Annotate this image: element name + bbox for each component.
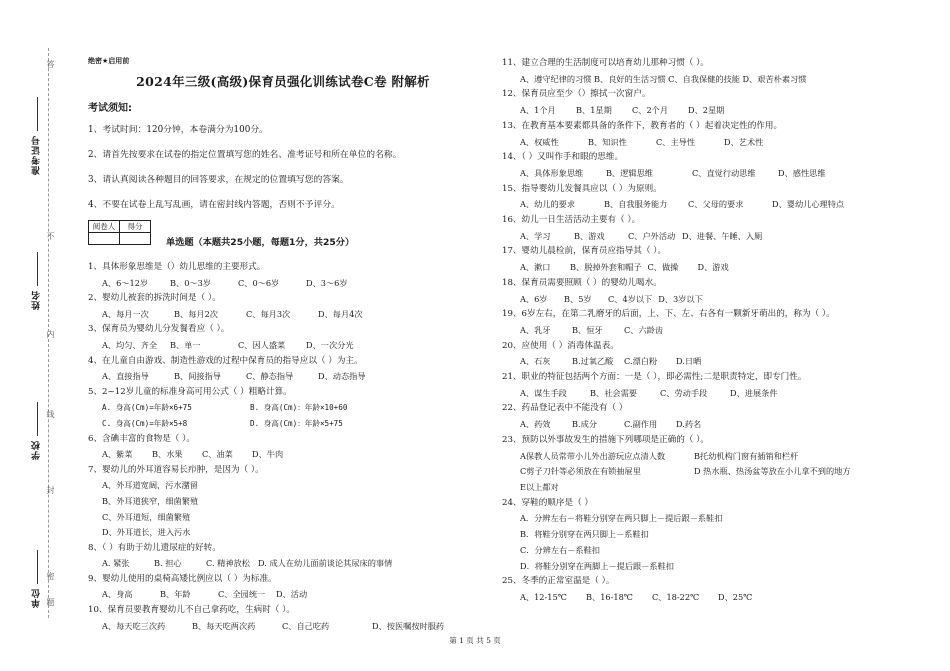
answer-option[interactable]: C、六龄齿 — [624, 324, 664, 335]
margin-field-line[interactable] — [37, 97, 38, 131]
answer-option[interactable]: C、静态指导 — [246, 371, 294, 382]
question-text: 16、幼儿一日生活活动主要有（ ）。 — [502, 215, 641, 226]
question-options — [502, 464, 922, 480]
answer-option[interactable]: A、遵守纪律的习惯 B、良好的生活习惯 C、自我保健的技能 D、艰苦朴素习惯 — [520, 73, 807, 84]
answer-option[interactable]: B、0～3岁 — [170, 277, 211, 288]
answer-option[interactable]: C、18-22℃ — [652, 591, 700, 602]
answer-option[interactable]: B托幼机构门窗有插销和栏杆 — [694, 450, 799, 461]
seal-mark: 线 — [46, 410, 55, 418]
question-text: 24、穿鞋的顺序是（ ） — [502, 497, 594, 508]
question-options — [88, 556, 478, 572]
answer-option[interactable]: A. 紧张 — [102, 558, 130, 569]
seal-mark: 不 — [46, 232, 55, 240]
answer-option[interactable]: D、3～6岁 — [306, 277, 348, 288]
question-text: 18、保育员需要照顾（ ）的婴幼儿喝水。 — [502, 277, 662, 288]
answer-option[interactable]: B、知识性 — [588, 136, 627, 147]
question-options — [502, 292, 922, 308]
question-options — [502, 197, 922, 213]
question-options — [88, 587, 478, 603]
question-text: 25、冬季的正常室温是（ ）。 — [502, 576, 615, 587]
question-text: 7、婴幼儿的外耳道容易长疖肿，是因为（ ）。 — [88, 464, 264, 475]
answer-option[interactable]: A保教人员常带小儿外出游玩应点清人数 — [520, 450, 666, 461]
answer-option[interactable]: D、25℃ — [718, 591, 753, 602]
answer-option[interactable]: D. 成人在幼儿面前谈论其尿床的事情 — [258, 558, 393, 569]
answer-option[interactable]: D、每月4次 — [318, 308, 363, 319]
question-options — [502, 354, 922, 370]
answer-option[interactable]: B、年龄 — [160, 589, 191, 600]
question-options — [502, 543, 922, 559]
answer-option[interactable]: A、紫菜 — [102, 449, 133, 460]
answer-option[interactable]: A、幼儿的要求 — [520, 199, 576, 210]
answer-option[interactable]: D、游戏 — [697, 262, 729, 273]
answer-option[interactable]: A、学习 — [520, 230, 551, 241]
question-options — [502, 386, 922, 402]
answer-option[interactable]: B、单一 — [170, 339, 201, 350]
answer-option[interactable]: C、0～6岁 — [238, 277, 280, 288]
answer-option[interactable]: D 热水瓶、热汤盆等放在小儿拿不到的地方 — [694, 466, 851, 477]
question-options — [88, 494, 478, 510]
answer-option[interactable]: D．将鞋分别穿在两脚上－提后跟－系鞋扣 — [520, 560, 674, 571]
section-title: 单选题（本题共25小题，每题1分，共25分） — [166, 237, 355, 248]
answer-option[interactable]: A、乳牙 — [520, 324, 551, 335]
margin-field-label: 姓名 — [32, 290, 42, 310]
question-options — [88, 276, 478, 292]
answer-option[interactable]: A、具体形象思维 — [520, 167, 584, 178]
answer-option[interactable]: A、均匀、齐全 — [102, 339, 158, 350]
question-text: 1、具体形象思维是（）幼儿思维的主要形式。 — [88, 262, 266, 272]
question-text: 20、应使用（ ）消毒体温表。 — [502, 340, 619, 351]
question-text: 19、6岁左右，在第二乳磨牙的后面，上、下、左、右各有一颗新牙萌出的，称为（ ）。 — [502, 309, 835, 320]
answer-option[interactable]: C、外耳道短，细菌繁殖 — [102, 511, 191, 522]
question-options — [88, 307, 478, 323]
seal-mark: 题 — [46, 598, 55, 606]
question-options — [88, 510, 478, 526]
question-list-right — [502, 56, 922, 606]
grader-label: 阅卷人 — [89, 221, 120, 233]
question-options — [502, 417, 922, 433]
seal-mark: 内 — [46, 330, 55, 338]
notice-item: 2、请首先按要求在试卷的指定位置填写您的姓名、准考证号和所在单位的名称。 — [88, 150, 402, 160]
answer-option[interactable]: A. 身高(Cm)=年龄×6+75 — [102, 403, 192, 413]
answer-option[interactable]: B、间接指导 — [174, 371, 221, 382]
answer-option[interactable]: B、游戏 — [574, 230, 605, 241]
answer-option[interactable]: C、做操 — [647, 262, 679, 273]
answer-option[interactable]: B、自我服务能力 — [604, 199, 668, 210]
question-options — [88, 400, 478, 416]
question-options — [502, 229, 922, 245]
question-options — [502, 590, 922, 606]
answer-option[interactable]: D.日晒 — [676, 356, 702, 367]
answer-option[interactable]: C. 精神放松 — [206, 558, 250, 569]
answer-option[interactable]: C、直觉行动思维 — [692, 167, 756, 178]
answer-option[interactable]: D. 身高(Cm)：年龄×5+75 — [250, 418, 343, 428]
question-text: 9、婴幼儿使用的桌椅高矮比例应以（ ）为标准。 — [88, 573, 277, 584]
seal-mark: 密 — [46, 572, 55, 580]
answer-option[interactable]: A．分辨左右－将鞋分别穿在两只脚上－提后跟－系鞋扣 — [520, 513, 723, 524]
question-options — [502, 72, 922, 88]
question-options — [88, 447, 478, 463]
answer-option[interactable]: A、12-15℃ — [520, 591, 567, 602]
answer-option[interactable]: C、主导性 — [656, 136, 696, 147]
answer-option[interactable]: E以上都对 — [520, 481, 559, 492]
answer-option[interactable]: A、漱口 — [520, 262, 551, 273]
answer-option[interactable]: A、石灰 — [520, 356, 551, 367]
answer-option[interactable]: C、因人盛菜 — [238, 339, 286, 350]
notice-item: 4、不要在试卷上乱写乱画，请在密封线内答题，否则不予评分。 — [88, 200, 340, 210]
question-text: 6、含碘丰富的食物是（ ）。 — [88, 433, 196, 444]
question-text: 12、保育员应至少（）擦拭一次窗户。 — [502, 89, 651, 100]
question-text: 22、药品登记表中不能没有（ ） — [502, 403, 628, 414]
answer-option[interactable]: C剪子刀针等必须放在有锁抽屉里 — [520, 466, 641, 477]
score-cell[interactable] — [120, 233, 151, 245]
answer-option[interactable]: A、药效 — [520, 419, 551, 430]
answer-option[interactable]: C．分辨左右－系鞋扣 — [520, 544, 600, 555]
answer-option[interactable]: D、一次分光 — [306, 339, 354, 350]
answer-option[interactable]: A、谋生手段 — [520, 387, 567, 398]
answer-option[interactable]: C、劳动手段 — [660, 387, 708, 398]
answer-option[interactable]: B．将鞋分别穿在两只脚上－系鞋扣 — [520, 529, 649, 540]
question-text: 23、预防以外事故发生的措施下列哪项是正确的（ ）。 — [502, 434, 710, 445]
answer-option[interactable]: A、权威性 — [520, 136, 559, 147]
answer-option[interactable]: C、4岁以下 — [608, 293, 653, 304]
left-column — [88, 56, 478, 634]
question-text: 10、保育员要教育婴幼儿不自己拿药吃，生病时（ ）。 — [88, 605, 296, 616]
question-options — [88, 338, 478, 354]
answer-option[interactable]: B、逻辑思维 — [606, 167, 653, 178]
margin-field-line[interactable] — [37, 550, 38, 584]
notice-item: 3、请认真阅读各种题目的回答要求，在规定的位置填写您的答案。 — [88, 175, 349, 185]
answer-option[interactable]: C.副作用 — [624, 419, 658, 430]
answer-option[interactable]: C. 身高(Cm)=年龄×5+8 — [102, 418, 188, 428]
question-text: 11、建立合理的生活制度可以培育幼儿那种习惯（ ）。 — [502, 58, 710, 68]
exam-title: 2024年三级(高级)保育员强化训练试卷C卷 附解析 — [136, 74, 430, 89]
question-options — [88, 478, 478, 494]
answer-option[interactable]: D、牛肉 — [252, 449, 284, 460]
question-text: 15、指导婴幼儿发餐具应以（ ）为原则。 — [502, 183, 662, 194]
question-text: 14、（ ）又叫作手和眼的思维。 — [502, 152, 624, 163]
answer-option[interactable]: A、6～12岁 — [102, 277, 149, 288]
answer-option[interactable]: B、1星期 — [576, 105, 612, 116]
notice-heading: 考试须知: — [88, 103, 132, 114]
answer-option[interactable]: A、外耳道宽阔，污水潴留 — [102, 480, 198, 491]
answer-option[interactable]: C、户外活动 — [628, 230, 676, 241]
answer-option[interactable]: B.过氧乙酸 — [572, 356, 614, 367]
page-number: 第 1 页 共 5 页 — [449, 636, 501, 645]
question-options — [88, 416, 478, 432]
answer-option[interactable]: B、外耳道狭窄，细菌繁殖 — [102, 495, 199, 506]
answer-option[interactable]: B、16-18℃ — [586, 591, 633, 602]
section-header — [88, 220, 478, 260]
answer-option[interactable]: A、6岁 — [520, 293, 548, 304]
notice-item: 1、考试时间：120分钟，本卷满分为100分。 — [88, 125, 268, 135]
answer-option[interactable]: B. 身高(Cm)：年龄×10+60 — [250, 403, 348, 413]
answer-option[interactable]: D、进展条件 — [730, 387, 778, 398]
question-text: 8、（ ）有助于幼儿遗尿症的好转。 — [88, 542, 221, 553]
answer-option[interactable]: D、按医嘱按时服药 — [372, 620, 445, 631]
question-text: 21、职业的特征包括两个方面：一是（ ），即必需性;二是职责特定，即专门性。 — [502, 372, 807, 383]
answer-option[interactable]: B、5岁 — [564, 293, 592, 304]
answer-option[interactable]: C、全园统一 — [218, 589, 266, 600]
answer-option[interactable]: B. 担心 — [154, 558, 182, 569]
answer-option[interactable]: C、2个月 — [632, 105, 669, 116]
answer-option[interactable]: A、直接指导 — [102, 371, 149, 382]
question-options — [88, 369, 478, 385]
margin-field-line[interactable] — [37, 402, 38, 436]
question-options — [88, 525, 478, 541]
secret-label: 绝密★启用前 — [88, 57, 130, 65]
answer-option[interactable]: A、1个月 — [520, 105, 556, 116]
score-label: 得分 — [120, 221, 151, 233]
question-text: 2、婴幼儿被套的拆洗时间是（ ）。 — [88, 293, 221, 304]
answer-option[interactable]: C、每月3次 — [246, 308, 291, 319]
question-options — [502, 103, 922, 119]
answer-option[interactable]: D、感性思维 — [778, 167, 826, 178]
question-text: 13、在教育基本要素都具备的条件下，教育者的（ ）起着决定性的作用。 — [502, 120, 783, 131]
question-text: 5、2~12岁儿童的标准身高可用公式（ ）粗略计算。 — [88, 386, 292, 397]
answer-option[interactable]: D、婴幼儿心理特点 — [772, 199, 845, 210]
answer-option[interactable]: C、油菜 — [202, 449, 233, 460]
answer-option[interactable]: D、2星期 — [688, 105, 725, 116]
margin-field-line[interactable] — [37, 252, 38, 286]
answer-option[interactable]: A、每天吃三次药 — [102, 620, 166, 631]
question-options — [502, 260, 922, 276]
margin-field-label: 学校 — [32, 440, 42, 460]
answer-option[interactable]: B、恒牙 — [572, 324, 603, 335]
answer-option[interactable]: D、活动 — [276, 589, 308, 600]
question-options — [502, 511, 922, 527]
question-options — [502, 527, 922, 543]
answer-option[interactable]: D、3岁以下 — [658, 293, 703, 304]
question-options — [502, 449, 922, 465]
margin-field-label: 准考证号 — [32, 135, 42, 175]
question-options — [502, 323, 922, 339]
answer-option[interactable]: D、动态指导 — [318, 371, 366, 382]
answer-option[interactable]: B、脱掉外套和帽子 — [570, 262, 642, 273]
answer-option[interactable]: A、身高 — [102, 589, 133, 600]
answer-option[interactable]: D、进餐、午睡、入厕 — [682, 230, 763, 241]
answer-option[interactable]: C、自己吃药 — [282, 620, 330, 631]
score-box — [88, 220, 151, 245]
answer-option[interactable]: C.漂白粉 — [624, 356, 658, 367]
answer-option[interactable]: D、外耳道长，进入污水 — [102, 527, 191, 538]
answer-option[interactable]: C、父母的要求 — [688, 199, 744, 210]
right-column — [502, 56, 922, 606]
question-options — [502, 166, 922, 182]
question-list-left — [88, 260, 478, 634]
answer-option[interactable]: B、每月2次 — [174, 308, 218, 319]
seal-mark: 答 — [46, 60, 55, 68]
question-text: 3、保育员为婴幼儿分发餐看应（ ）。 — [88, 324, 230, 335]
answer-option[interactable]: B、社会需要 — [590, 387, 637, 398]
answer-option[interactable]: B.成分 — [572, 419, 597, 430]
answer-option[interactable]: D、艺术性 — [724, 136, 764, 147]
answer-option[interactable]: B、每天吃两次药 — [192, 620, 256, 631]
grader-cell[interactable] — [89, 233, 120, 245]
question-text: 4、在儿童自由游戏、制造性游戏的过程中保育员的指导应以（ ）为主。 — [88, 355, 363, 366]
question-options — [502, 480, 922, 496]
question-options — [502, 135, 922, 151]
question-text: 17、婴幼儿晨检前，保育员应指导其（ ）。 — [502, 246, 667, 257]
answer-option[interactable]: B、水果 — [152, 449, 183, 460]
question-options — [502, 559, 922, 575]
margin-field-label: 单位 — [32, 588, 42, 608]
question-options — [88, 619, 478, 635]
seal-mark: 封 — [46, 486, 55, 494]
answer-option[interactable]: D.药名 — [676, 419, 702, 430]
answer-option[interactable]: A、每月一次 — [102, 308, 149, 319]
